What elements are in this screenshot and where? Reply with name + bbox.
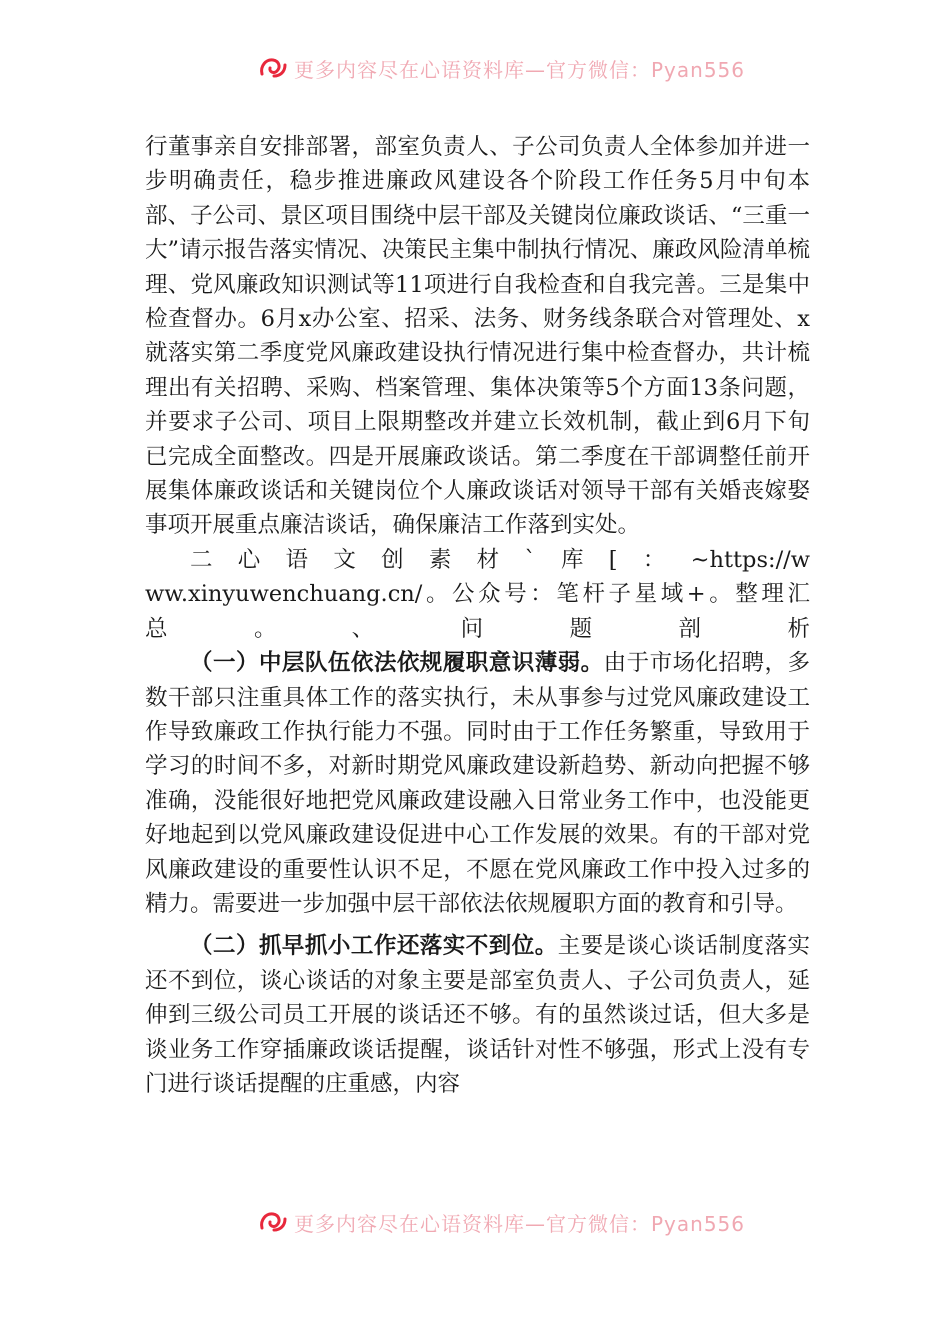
paragraph bbox=[145, 646, 810, 921]
document-body bbox=[145, 130, 810, 1101]
watermark-logo-icon bbox=[258, 1210, 288, 1234]
watermark-text: 更多内容尽在心语资料库—官方微信：Pyan556 bbox=[294, 1211, 746, 1236]
subsection-heading: （一）中层队伍依法依规履职意识薄弱。 bbox=[190, 650, 604, 677]
section-heading-rest: ~https://www.xinyuwenchuang.cn/。公众号：笔杆子星域+。整理汇总。、问题剖析 bbox=[145, 546, 810, 642]
section-heading-spaced: 二心语文创素材`库[： bbox=[190, 546, 691, 573]
subsection-heading: （二）抓早抓小工作还落实不到位。 bbox=[190, 933, 558, 960]
paragraph: 行董事亲自安排部署，部室负责人、子公司负责人全体参加并进一步明确责任，稳步推进廉政风建设各个阶段工作任务5月中旬本部、子公司、景区项目围绕中层干部及关键岗位廉政谈话、“三重一大”请示报告落实情况、决策民主集中制执行情况、廉政风险清单梳理、党风廉政知识测试等11项进行自我检查和自我完善。三是集中检查督办。6月x办公室、招采、法务、财务线条联合对管理处、x就落实第二季度党风廉政建设执行情况进行集中检查督办，共计梳理出有关招聘、采购、档案管理、集体决策等5个方面13条问题，并要求子公司、项目上限期整改并建立长效机制，截止到6月下旬已完成全面整改。四是开展廉政谈话。第二季度在干部调整任前开展集体廉政谈话和关键岗位个人廉政谈话对领导干部有关婚丧嫁娶事项开展重点廉洁谈话，确保廉洁工作落到实处。 bbox=[145, 134, 810, 539]
watermark-logo-icon bbox=[258, 56, 288, 80]
watermark-text: 更多内容尽在心语资料库—官方微信：Pyan556 bbox=[294, 57, 746, 82]
section-heading bbox=[145, 543, 810, 646]
header-watermark bbox=[258, 48, 778, 88]
footer-watermark bbox=[258, 1202, 778, 1242]
paragraph-text: 由于市场化招聘，多数干部只注重具体工作的落实执行，未从事参与过党风廉政建设工作导致廉政工作执行能力不强。同时由于工作任务繁重，导致用于学习的时间不多，对新时期党风廉政建设新趋势、新动向把握不够准确，没能很好地把党风廉政建设融入日常业务工作中，也没能更好地起到以党风廉政建设促进中心工作发展的效果。有的干部对党风廉政建设的重要性认识不足，不愿在党风廉政工作中投入过多的精力。需要进一步加强中层干部依法依规履职方面的教育和引导。 bbox=[145, 650, 810, 917]
paragraph bbox=[145, 929, 810, 1101]
paragraph-text: 主要是谈心谈话制度落实还不到位，谈心谈话的对象主要是部室负责人、子公司负责人，延伸到三级公司员工开展的谈话还不够。有的虽然谈过话，但大多是谈业务工作穿插廉政谈话提醒，谈话针对性不够强，形式上没有专门进行谈话提醒的庄重感，内容 bbox=[145, 933, 810, 1097]
